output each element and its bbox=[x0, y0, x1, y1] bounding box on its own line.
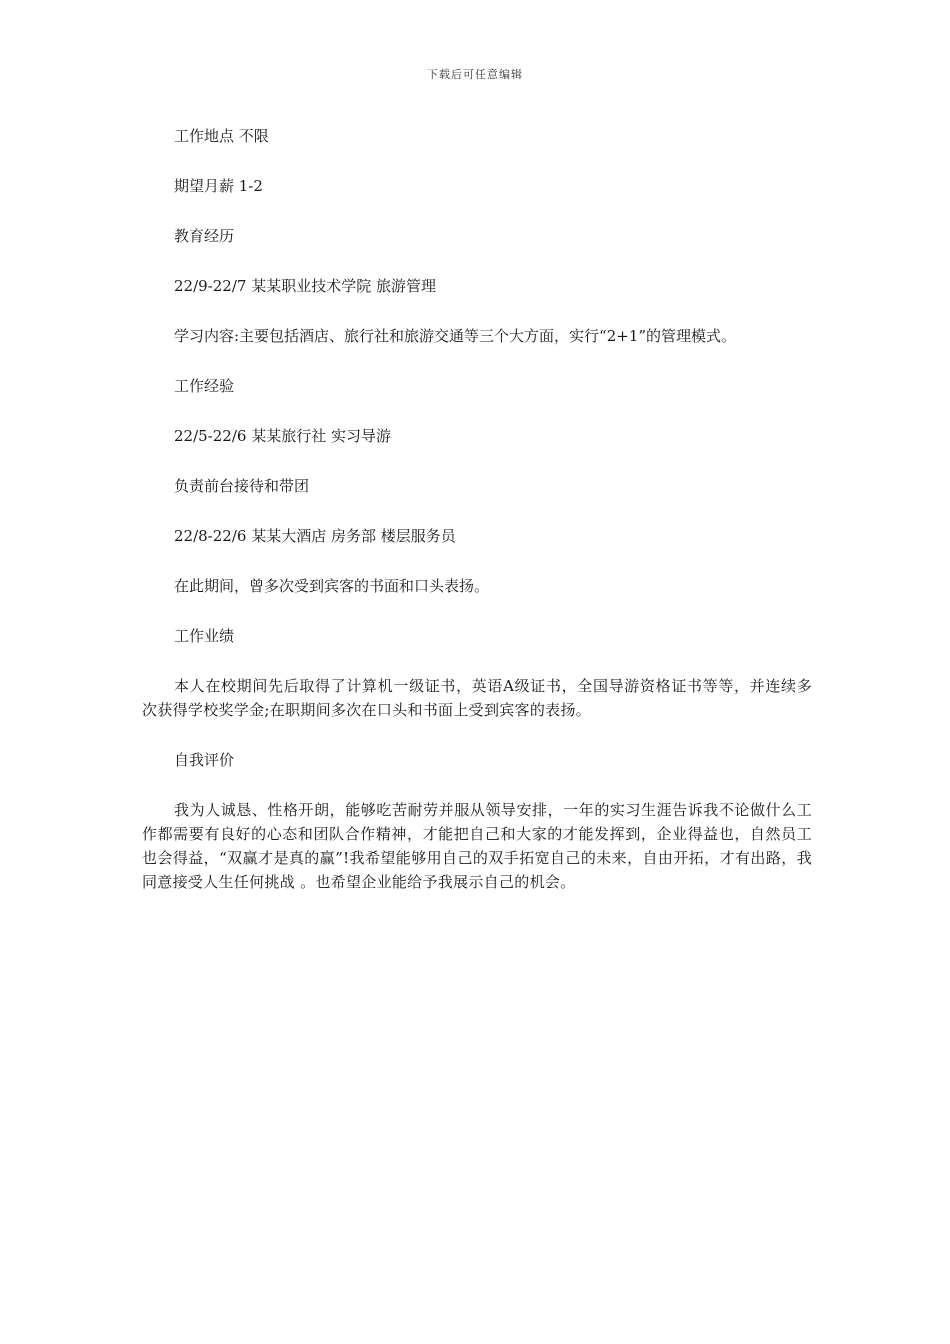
education-content: 学习内容:主要包括酒店、旅行社和旅游交通等三个大方面，实行“2+1”的管理模式。 bbox=[174, 327, 737, 345]
education-entry: 22/9-22/7 某某职业技术学院 旅游管理 bbox=[174, 277, 436, 295]
self-evaluation-heading: 自我评价 bbox=[174, 751, 235, 769]
resume-body bbox=[142, 124, 812, 894]
header-note: 下载后可任意编辑 bbox=[427, 68, 523, 81]
experience-heading: 工作经验 bbox=[174, 377, 235, 395]
education-heading: 教育经历 bbox=[174, 227, 235, 245]
job1-entry: 22/5-22/6 某某旅行社 实习导游 bbox=[174, 427, 391, 445]
job1-description: 负责前台接待和带团 bbox=[174, 477, 310, 495]
expected-salary: 期望月薪 1-2 bbox=[174, 177, 263, 195]
self-evaluation-text: 我为人诚恳、性格开朗，能够吃苦耐劳并服从领导安排，一年的实习生涯告诉我不论做什么工作都需要有良好的心态和团队合作精神，才能把自己和大家的才能发挥到，企业得益也，自然员工也会得益，“双赢才是真的赢”!我希望能够用自己的双手拓宽自己的未来，自由开拓，才有出路，我同意接受人生任何挑战 。也希望企业能给予我展示自己的机会。 bbox=[142, 801, 812, 891]
achievements-text: 本人在校期间先后取得了计算机一级证书，英语A级证书，全国导游资格证书等等，并连续多次获得学校奖学金;在职期间多次在口头和书面上受到宾客的表扬。 bbox=[142, 677, 812, 719]
achievements-heading: 工作业绩 bbox=[174, 627, 235, 645]
job2-description: 在此期间，曾多次受到宾客的书面和口头表扬。 bbox=[174, 577, 490, 595]
work-location: 工作地点 不限 bbox=[174, 127, 269, 145]
job2-entry: 22/8-22/6 某某大酒店 房务部 楼层服务员 bbox=[174, 527, 456, 545]
